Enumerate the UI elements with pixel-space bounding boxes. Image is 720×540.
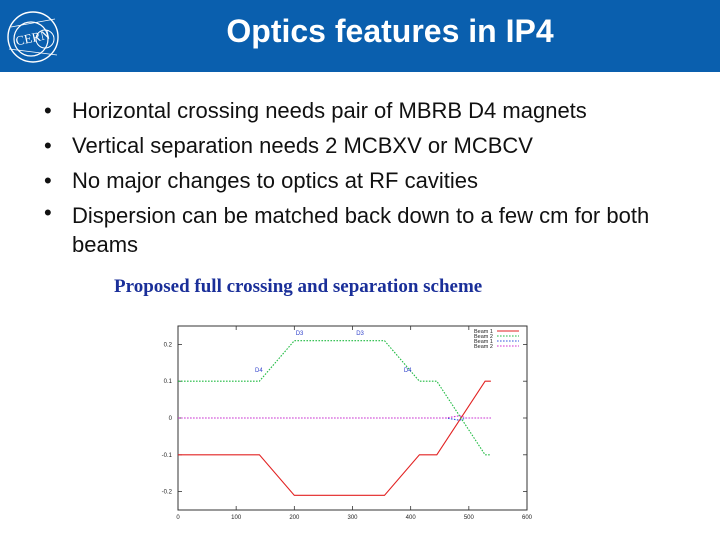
legend-label: Beam 1 — [474, 338, 493, 345]
bullet-dot: • — [44, 98, 52, 123]
bullet-item — [44, 128, 704, 163]
magnet-label: D4 — [255, 368, 263, 374]
y-tick-label: -0.1 — [161, 452, 172, 459]
x-tick-label: 600 — [521, 515, 533, 521]
bullet-text: Dispersion can be matched back down to a few cm for both beams — [72, 203, 650, 257]
legend-label: Beam 2 — [474, 333, 493, 340]
cern-logo-text: CERN — [14, 26, 52, 49]
x-tick-label: 100 — [231, 515, 242, 521]
x-tick-label: 400 — [405, 515, 416, 521]
bullet-item — [44, 198, 704, 259]
magnet-label: D4 — [403, 368, 412, 374]
x-tick-label: 200 — [289, 515, 300, 521]
crossing-scheme-chart — [140, 322, 540, 527]
cern-logo-icon — [5, 9, 61, 65]
y-tick-label: -0.2 — [161, 489, 172, 496]
bullet-item — [44, 163, 704, 198]
y-tick-label: 0 — [168, 416, 172, 422]
x-tick-label: 0 — [176, 515, 180, 521]
bullet-text: No major changes to optics at RF cavities — [72, 168, 478, 193]
figure-title: Proposed full crossing and separation scheme — [114, 276, 483, 297]
x-tick-label: 300 — [347, 515, 358, 521]
bullet-dot: • — [44, 168, 52, 193]
bullet-text: Vertical separation needs 2 MCBXV or MCBCV — [72, 133, 533, 158]
bullet-dot: • — [44, 133, 52, 158]
x-tick-label: 500 — [463, 515, 474, 521]
bullet-item — [44, 93, 704, 128]
bullet-text: Horizontal crossing needs pair of MBRB D4 magnets — [72, 98, 587, 123]
y-tick-label: 0.1 — [163, 379, 172, 386]
bullet-dot: • — [44, 200, 52, 225]
title-bar — [0, 0, 720, 72]
legend-label: Beam 2 — [474, 343, 493, 350]
y-tick-label: 0.2 — [163, 342, 172, 349]
legend-label: Beam 1 — [474, 328, 493, 335]
magnet-label: D3 — [295, 331, 304, 338]
slide-title: Optics features in IP4 — [226, 13, 554, 49]
magnet-label: D3 — [356, 331, 364, 338]
bullet-list — [44, 93, 704, 259]
